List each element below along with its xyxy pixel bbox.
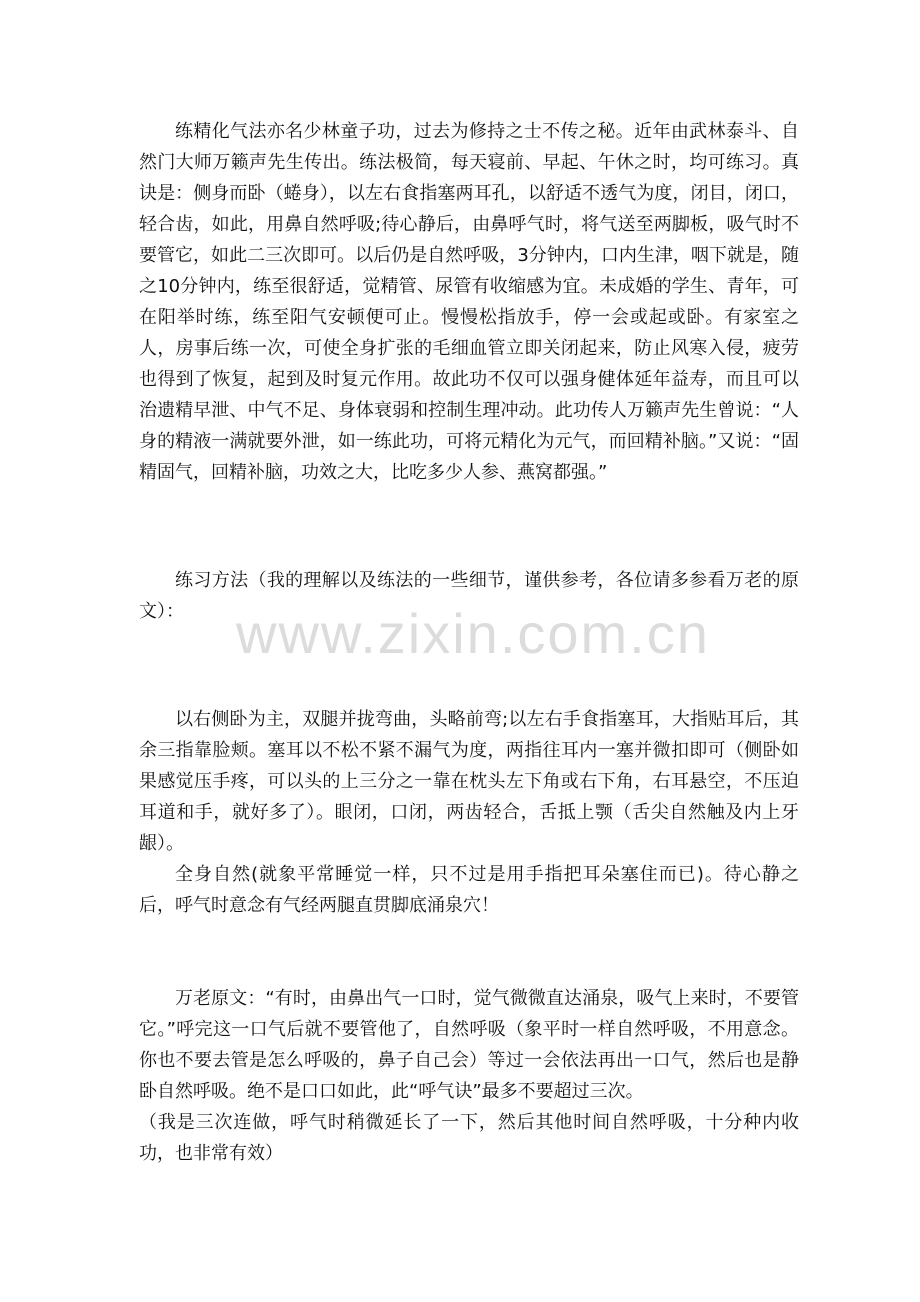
- paragraph-intro: 练精化气法亦名少林童子功，过去为修持之士不传之秘。近年由武林泰斗、自然门大师万籁声先生传出。练法极简，每天寝前、早起、午休之时，均可练习。真诀是：侧身而卧（蜷身），以左右食指塞两耳孔，以舒适不透气为度，闭目，闭口，轻合齿，如此，用鼻自然呼吸;待心静后，由鼻呼气时，将气送至两脚板，吸气时不要管它，如此二三次即可。以后仍是自然呼吸，3分钟内，口内生津，咽下就是，随之10分钟内，练至很舒适，觉精管、尿管有收缩感为宜。未成婚的学生、青年，可在阳举时练，练至阳气安顿便可止。慢慢松指放手，停一会或起或卧。有家室之人，房事后练一次，可使全身扩张的毛细血管立即关闭起来，防止风寒入侵，疲劳也得到了恢复，起到及时复元作用。故此功不仅可以强身健体延年益寿，而且可以治遗精早泄、中气不足、身体衰弱和控制生理冲动。此功传人万籁声先生曾说：“人身的精液一满就要外泄，如一练此功，可将元精化为元气，而回精补脑。”又说：“固精固气，回精补脑，功效之大，比吃多少人参、燕窝都强。”: [139, 121, 799, 483]
- paragraph-personal-note: （我是三次连做，呼气时稍微延长了一下，然后其他时间自然呼吸，十分种内收功，也非常有效）: [139, 1112, 799, 1164]
- paragraph-spacer: [139, 488, 799, 565]
- paragraph-original-text: 万老原文：“有时，由鼻出气一口时，觉气微微直达涌泉，吸气上来时，不要管它。”呼完这一口气后就不要管他了，自然呼吸（象平时一样自然呼吸，不用意念。你也不要去管是怎么呼吸的，鼻子自己会）等过一会依法再出一口气，然后也是静卧自然呼吸。绝不是口口如此，此“呼气诀”最多不要超过三次。: [139, 988, 799, 1102]
- paragraph-spacer: [139, 627, 799, 704]
- watermark: www.zixin.com.cn: [236, 602, 710, 665]
- document-body: [139, 116, 799, 1169]
- paragraph-spacer: [139, 921, 799, 983]
- paragraph-relaxation: 全身自然(就象平常睡觉一样，只不过是用手指把耳朵塞住而已)。待心静之后，呼气时意念有气经两腿直贯脚底涌泉穴！: [139, 864, 799, 916]
- paragraph-posture: 以右侧卧为主，双腿并拢弯曲，头略前弯;以左右手食指塞耳，大指贴耳后，其余三指靠脸颊。塞耳以不松不紧不漏气为度，两指往耳内一塞并微扣即可（侧卧如果感觉压手疼，可以头的上三分之一靠在枕头左下角或右下角，右耳悬空，不压迫耳道和手，就好多了）。眼闭，口闭，两齿轻合，舌抵上颚（舌尖自然触及内上牙龈）。: [139, 709, 799, 854]
- paragraph-method-heading: 练习方法（我的理解以及练法的一些细节，谨供参考，各位请多参看万老的原文）：: [139, 570, 799, 622]
